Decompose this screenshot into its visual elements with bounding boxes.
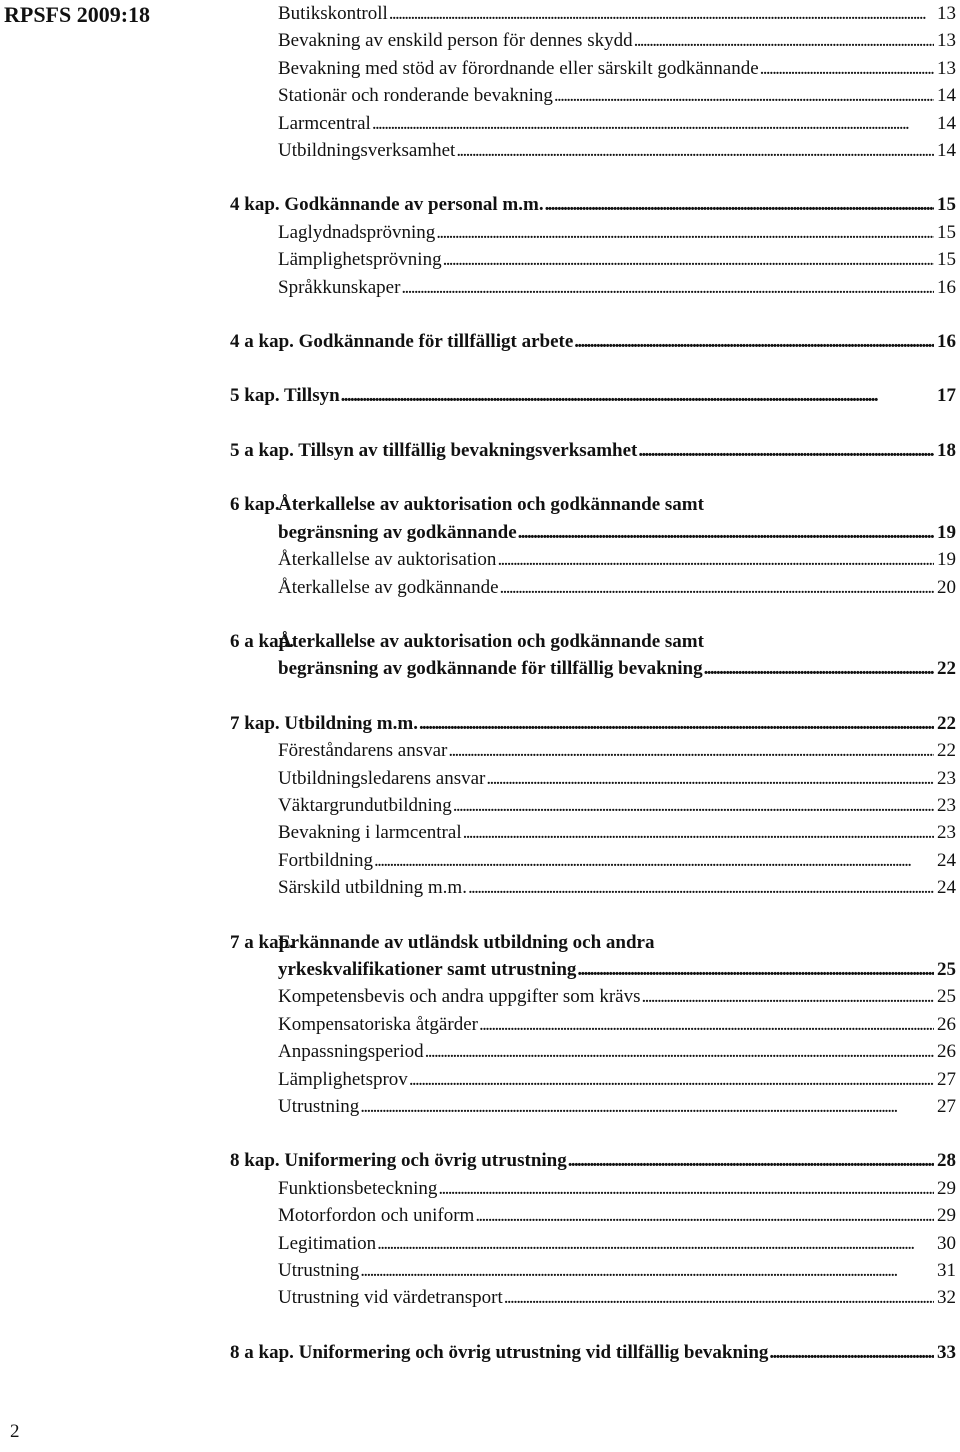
toc-page-number: 22 [937,658,956,680]
toc-label: Språkkunskaper [278,276,401,298]
toc-chapter-entry[interactable] [230,382,956,409]
toc-label: Utrustning [278,1096,360,1117]
toc-label: Larmcentral [278,112,371,134]
toc-label: Bevakning med stöd av förordnande eller särskilt godkännande [278,57,759,79]
toc-dot-leader [759,55,934,82]
toc-chapter-entry[interactable] [230,710,956,737]
toc-page-number: 31 [937,1260,956,1282]
toc-section-entry[interactable] [230,274,956,301]
toc-dot-leader [435,219,934,246]
toc-section-entry[interactable] [230,1284,956,1311]
toc-label: Väktargrundutbildning [278,794,452,816]
toc-page-number: 29 [937,1177,956,1199]
toc-dot-leader [455,137,934,164]
toc-dot-leader [371,110,934,137]
toc-chapter-entry[interactable] [230,1339,956,1366]
toc-label: Motorfordon och uniform [278,1205,475,1227]
toc-page-number: 13 [937,30,956,52]
toc-section-entry[interactable] [230,137,956,164]
toc-page-number: 33 [937,1341,956,1363]
toc-chapter-title-continued [230,956,956,983]
toc-label: 5 a kap. Tillsyn av tillfällig bevakningsverksamhet [230,439,638,461]
toc-label: 7 kap. Utbildning m.m. [230,712,418,734]
toc-dot-leader [485,765,934,792]
toc-label: Kompensatoriska åtgärder [278,1013,478,1035]
toc-dot-leader [376,1230,934,1257]
toc-label: Laglydnadsprövning [278,221,436,243]
toc-label: Utbildningsverksamhet [278,140,456,162]
toc-label: 4 kap. Godkännande av personal m.m. [230,194,544,216]
toc-dot-leader [452,792,934,819]
toc-chapter-entry[interactable] [230,491,956,546]
toc-chapter-title: Återkallelse av auktorisation och godkännande samt [278,630,704,652]
toc-section-entry[interactable] [230,219,956,246]
toc-page-number: 19 [937,549,956,571]
toc-label: 8 a kap. Uniformering och övrig utrustning vid tillfällig bevakning [230,1341,769,1363]
toc-section-entry[interactable] [230,983,956,1010]
toc-section-entry[interactable] [230,82,956,109]
toc-dot-leader [553,82,934,109]
toc-page-number: 13 [937,57,956,79]
toc-label: Utrustning vid värdetransport [278,1287,503,1309]
toc-dot-leader [400,274,934,301]
toc-section-entry[interactable] [230,110,956,137]
toc-dot-leader [544,191,934,218]
toc-label: yrkeskvalifikationer samt utrustning [278,958,577,980]
toc-dot-leader [499,574,934,601]
toc-section-entry[interactable] [230,847,956,874]
toc-page-number: 27 [937,1096,956,1117]
toc-chapter-title: Återkallelse av auktorisation och godkännande samt [278,494,704,516]
toc-label: Stationär och ronderande bevakning [278,85,553,107]
table-of-contents [230,0,956,1366]
toc-label: begränsning av godkännande för tillfällig bevakning [278,658,703,680]
toc-chapter-entry[interactable] [230,1147,956,1174]
toc-chapter-entry[interactable] [230,191,956,218]
toc-label: Återkallelse av godkännande [278,576,499,598]
toc-page-number: 14 [937,85,956,107]
toc-page-number: 25 [937,986,956,1008]
toc-dot-leader [359,1093,934,1120]
toc-dot-leader [496,546,934,573]
toc-dot-leader [503,1284,934,1311]
toc-label: Fortbildning [278,849,374,871]
toc-page-number: 25 [937,958,956,980]
toc-chapter-number: 6 kap. [230,494,280,516]
toc-section-entry[interactable] [230,765,956,792]
toc-section-entry[interactable] [230,792,956,819]
toc-section-entry[interactable] [230,737,956,764]
toc-page-number: 28 [937,1150,956,1172]
toc-label: Särskild utbildning m.m. [278,877,467,899]
toc-section-entry[interactable] [230,546,956,573]
toc-dot-leader [637,437,934,464]
toc-chapter-entry[interactable] [230,929,956,984]
toc-label: 4 a kap. Godkännande för tillfälligt arbete [230,331,574,353]
toc-page-number: 15 [937,194,956,216]
toc-page-number: 29 [937,1205,956,1227]
toc-section-entry[interactable] [230,1175,956,1202]
toc-page-number: 26 [937,1013,956,1035]
toc-page-number: 13 [937,3,956,24]
toc-label: 5 kap. Tillsyn [230,385,340,407]
toc-section-entry[interactable] [230,1230,956,1257]
toc-dot-leader [408,1066,934,1093]
toc-page-number: 19 [937,521,956,543]
toc-chapter-title: Erkännande av utländsk utbildning och andra [278,931,655,953]
toc-dot-leader [517,519,934,546]
toc-page-number: 15 [937,221,956,243]
toc-section-entry[interactable] [230,1011,956,1038]
toc-section-entry[interactable] [230,819,956,846]
toc-dot-leader [373,847,934,874]
toc-dot-leader [388,0,934,27]
toc-label: Föreståndarens ansvar [278,740,448,762]
toc-label: Kompetensbevis och andra uppgifter som krävs [278,986,641,1008]
toc-dot-leader [418,710,934,737]
toc-dot-leader [576,956,934,983]
toc-page-number: 15 [937,249,956,271]
toc-dot-leader [467,874,934,901]
toc-label: Lämplighetsprövning [278,249,442,271]
toc-page-number: 27 [937,1068,956,1090]
toc-section-entry[interactable] [230,1257,956,1284]
toc-dot-leader [474,1202,934,1229]
toc-chapter-title-continued [230,655,956,682]
toc-label: Utbildningsledarens ansvar [278,767,486,789]
toc-label: Bevakning i larmcentral [278,822,462,844]
toc-label: Bevakning av enskild person för dennes skydd [278,30,633,52]
toc-dot-leader [633,27,934,54]
toc-dot-leader [768,1339,934,1366]
toc-label: Funktionsbeteckning [278,1177,438,1199]
toc-chapter-entry[interactable] [230,328,956,355]
toc-dot-leader [359,1257,934,1284]
toc-chapter-number: 6 a kap. [230,630,294,652]
toc-page-number: 14 [937,112,956,134]
toc-label: Butikskontroll [278,3,388,24]
toc-page-number: 20 [937,576,956,598]
toc-label: Lämplighetsprov [278,1068,408,1090]
toc-label: Anpassningsperiod [278,1041,424,1063]
toc-chapter-entry[interactable] [230,437,956,464]
toc-section-entry[interactable] [230,874,956,901]
toc-dot-leader [442,246,934,273]
toc-section-entry[interactable] [230,246,956,273]
toc-page-number: 14 [937,140,956,162]
toc-section-entry[interactable] [230,0,956,27]
toc-label: begränsning av godkännande [278,521,517,543]
toc-section-entry[interactable] [230,574,956,601]
toc-chapter-number: 7 a kap. [230,931,294,953]
toc-section-entry[interactable] [230,1202,956,1229]
toc-section-entry[interactable] [230,1093,956,1120]
toc-dot-leader [447,737,934,764]
toc-label: Återkallelse av auktorisation [278,549,497,571]
toc-dot-leader [437,1175,934,1202]
toc-dot-leader [424,1038,934,1065]
toc-dot-leader [567,1147,934,1174]
toc-section-entry[interactable] [230,1038,956,1065]
toc-section-entry[interactable] [230,55,956,82]
toc-page-number: 32 [937,1287,956,1309]
toc-page-number: 26 [937,1041,956,1063]
toc-dot-leader [573,328,934,355]
toc-page-number: 17 [937,385,956,407]
toc-label: Utrustning [278,1260,360,1282]
toc-section-entry[interactable] [230,1066,956,1093]
toc-label: 8 kap. Uniformering och övrig utrustning [230,1150,567,1172]
page-number: 2 [10,1421,20,1442]
toc-page-number: 23 [937,822,956,844]
toc-chapter-entry[interactable] [230,628,956,683]
toc-dot-leader [340,382,934,409]
toc-section-entry[interactable] [230,27,956,54]
toc-page-number: 24 [937,849,956,871]
toc-chapter-title-continued [230,519,956,546]
toc-page-number: 23 [937,767,956,789]
toc-label: Legitimation [278,1232,377,1254]
toc-page-number: 30 [937,1232,956,1254]
toc-page-number: 23 [937,794,956,816]
toc-page-number: 18 [937,439,956,461]
toc-dot-leader [478,1011,934,1038]
toc-page-number: 24 [937,877,956,899]
toc-dot-leader [641,983,935,1010]
toc-page-number: 22 [937,740,956,762]
toc-page-number: 22 [937,712,956,734]
toc-dot-leader [462,819,934,846]
toc-page-number: 16 [937,276,956,298]
document-reference: RPSFS 2009:18 [4,2,151,27]
toc-page-number: 16 [937,331,956,353]
toc-dot-leader [703,655,934,682]
